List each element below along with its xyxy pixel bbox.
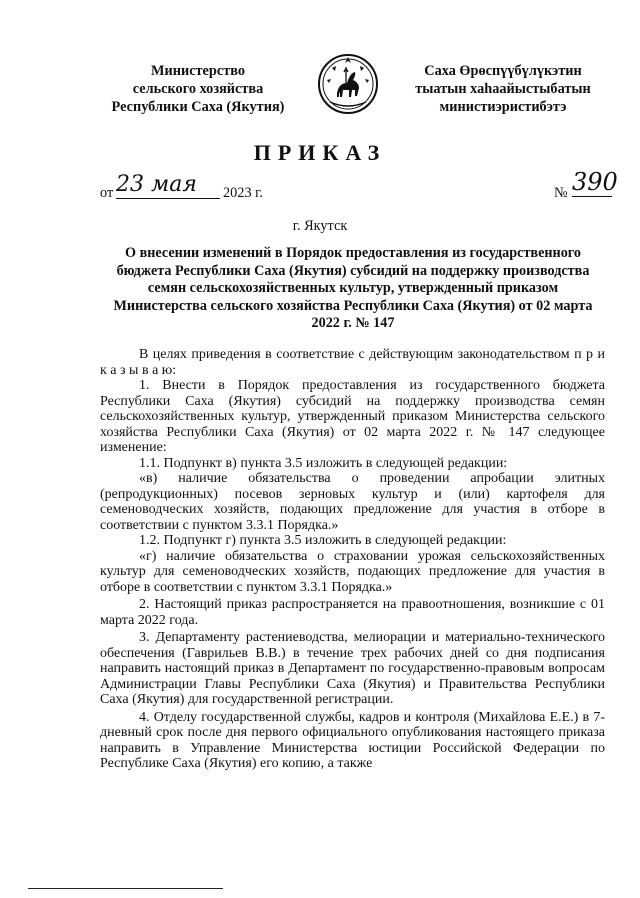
ministry-line: Республики Саха (Якутия) [111, 99, 285, 115]
number-prefix: № [554, 185, 568, 201]
ministry-line: тыатын хаһаайыстыбатын [415, 81, 591, 97]
ministry-name-russian [88, 62, 308, 116]
paragraph-quote-g: «г) наличие обязательства о страховании урожая сельскохозяйственных культур для семеноводческих хозяйств, подающих предложение для участия в отборе в соответствии с пунктом 3.3.1 Порядка.» [100, 548, 605, 595]
paragraph-item-3: 3. Департаменту растениеводства, мелиорации и материально-технического обеспечения (Гаврильев В.В.) в течение трех рабочих дней со дня подписания направить настоящий приказ в Департамент по государственно-правовым вопросам Администрации Главы Республики Саха (Якутия) и Правительства Республики Саха (Якутия) для государственной регистрации. [100, 630, 605, 707]
handwritten-date: 23 мая [116, 172, 220, 199]
paragraph-item-1: 1. Внести в Порядок предоставления из государственного бюджета Республики Саха (Якутия) субсидий на поддержку производства семян сельскохозяйственных культур, утвержденный приказом Министерства сельского хозяйства Республики Саха (Якутия) от 02 марта 2022 г. № 147 следующее изменение: [100, 378, 605, 455]
date-year: 2023 г. [223, 185, 263, 201]
footnote-separator [28, 888, 223, 889]
document-title: ПРИКАЗ [253, 140, 387, 165]
ministry-line: Министерство [150, 63, 245, 79]
document-body [100, 347, 605, 772]
coat-of-arms-emblem [318, 52, 378, 116]
date-number-row [100, 168, 618, 206]
date-prefix: от [100, 185, 114, 201]
ministry-line: Саха Өрөспүүбүлүкэтин [424, 63, 582, 79]
ministry-line: сельского хозяйства [132, 81, 264, 97]
paragraph-intro: В целях приведения в соответствие с действующим законодательством п р и к а з ы в а ю: [100, 347, 605, 378]
paragraph-item-1-2: 1.2. Подпункт г) пункта 3.5 изложить в следующей редакции: [139, 533, 507, 548]
city: г. Якутск [292, 218, 348, 234]
ministry-line: министиэристибэтэ [439, 99, 567, 115]
document-subject: О внесении изменений в Порядок предоставления из государственного бюджета Республики Саха (Якутия) субсидий на поддержку производства семян сельскохозяйственных культур, утвержденный приказом Министерства сельского хозяйства Республики Саха (Якутия) от 02 марта 2022 г. № 147 [113, 245, 593, 332]
ministry-name-yakut [392, 62, 614, 116]
handwritten-number: 390 [572, 168, 618, 196]
paragraph-item-1-1: 1.1. Подпункт в) пункта 3.5 изложить в следующей редакции: [139, 455, 508, 471]
paragraph-item-2: 2. Настоящий приказ распространяется на правоотношения, возникшие с 01 марта 2022 года. [100, 597, 605, 628]
paragraph-item-4: 4. Отделу государственной службы, кадров и контроля (Михайлова Е.Е.) в 7-дневный срок после дня первого официального опубликования настоящего приказа направить в Управление Министерства юстиции Российской Федерации по Республике Саха (Якутия) его копию, а также [100, 709, 605, 771]
paragraph-quote-v: «в) наличие обязательства о проведении апробации элитных (репродукционных) посевов зерновых культур и (или) картофеля для семеноводческих хозяйств, подающих предложение для участия в отборе в соответствии с пунктом 3.3.1 Порядка.» [100, 471, 605, 533]
